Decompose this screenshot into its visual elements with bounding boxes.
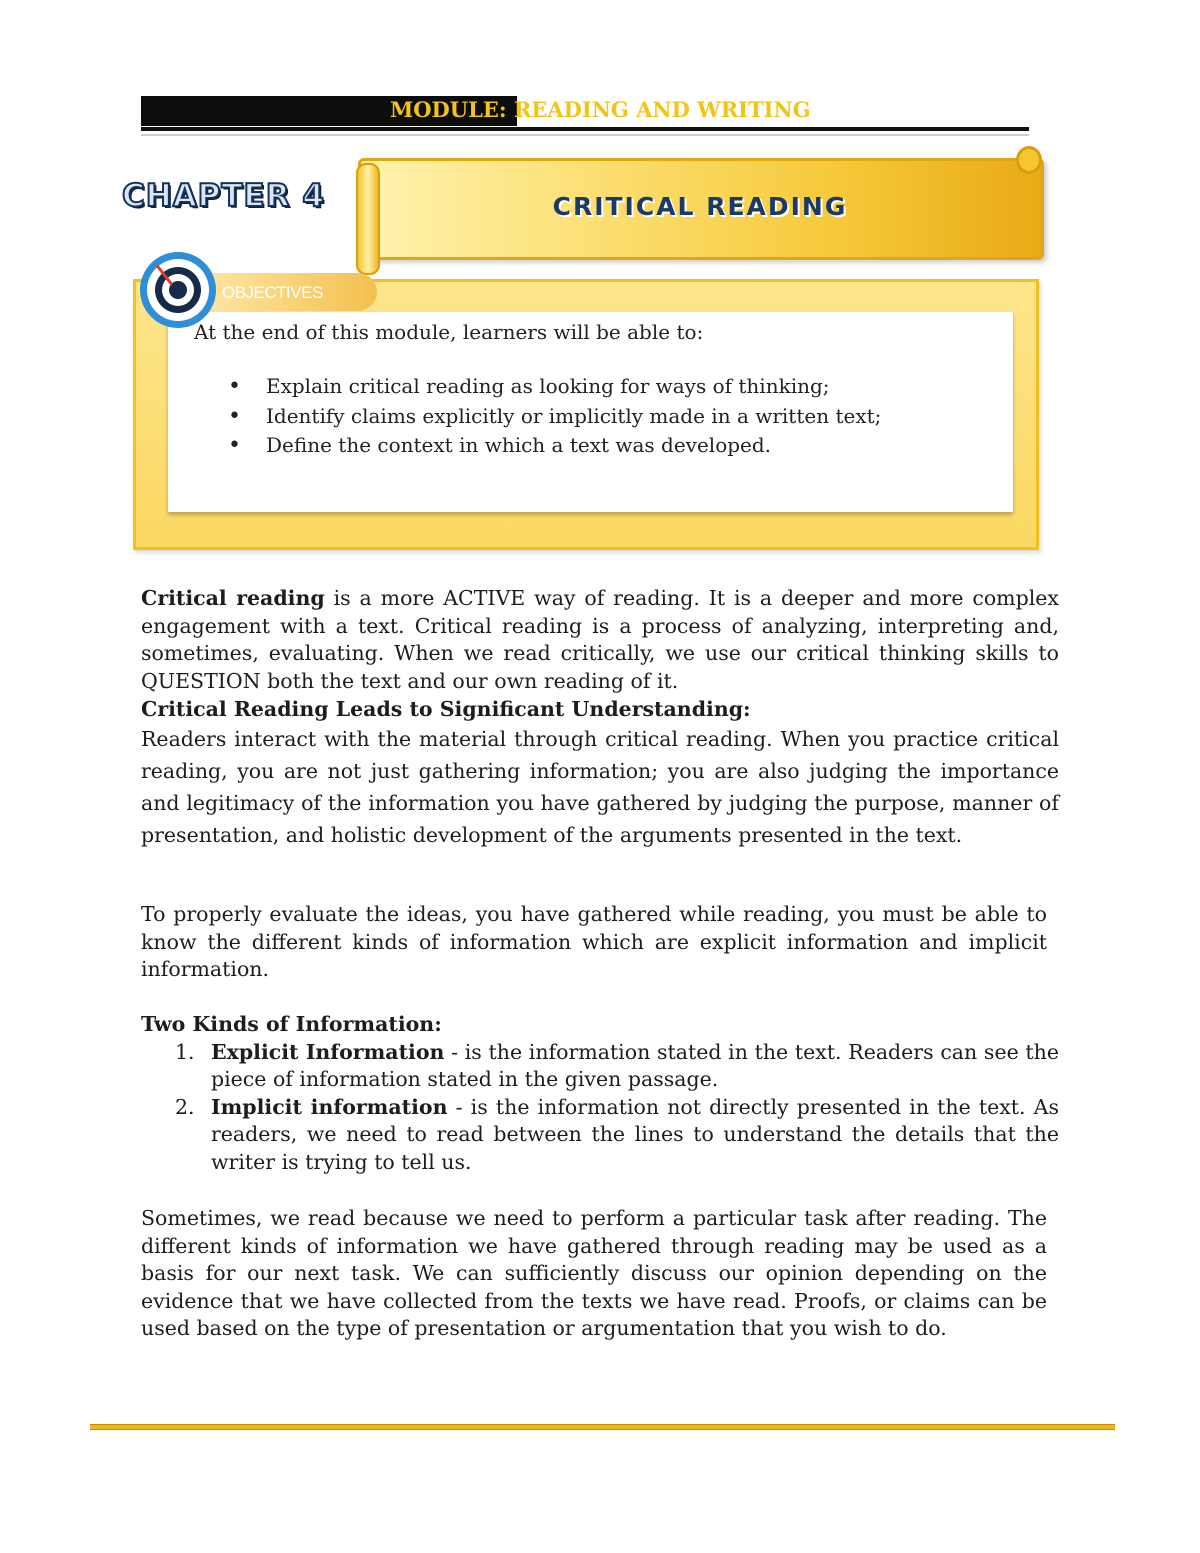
kind-term: Implicit information [211,1094,448,1119]
objective-item: • Define the context in which a text was developed. [228,433,881,463]
list-number: 2. [175,1094,195,1119]
target-icon [140,252,216,328]
module-header [390,97,811,122]
footer-rule [90,1424,1115,1430]
kind-item-implicit [141,1094,1059,1177]
kind-item-explicit [141,1039,1059,1094]
evaluate-paragraph: To properly evaluate the ideas, you have gathered while reading, you must be able to know the different kinds of information which are explicit information and implicit information. [141,902,1047,981]
chapter-title: CRITICAL READING [552,192,848,221]
objective-item: • Explain critical reading as looking for ways of thinking; [228,374,881,404]
list-number: 1. [175,1039,195,1064]
header-rule [141,127,1029,131]
objectives-list [228,374,881,463]
kinds-list [141,1039,1059,1177]
kind-definition: - is the information stated in the text. Readers can see the piece of information stated in the given passage. [211,1039,1059,1091]
understanding-paragraph: Readers interact with the material through critical reading. When you practice critical reading, you are not just gathering information; you are also judging the importance and legitimacy of the information you have gathered by judging the purpose, manner of presentation, and holistic development of the arguments presented in the text. [141,727,1059,847]
header-rule-shadow [141,134,1029,136]
intro-text: is a more ACTIVE way of reading. It is a deeper and more complex engagement with a text. Critical reading is a process of analyzing, interpreting and, sometimes, evaluating. When we read critically, we use our critical thinking skills to QUESTION both the text and our own reading of it. [141,586,1059,693]
module-title: READING AND WRITING [513,97,811,122]
scroll-curl-right [1016,146,1042,174]
objectives-tab-label: OBJECTIVES [222,283,323,302]
kind-term: Explicit Information [211,1039,445,1064]
chapter-label: CHAPTER 4 [122,178,325,214]
critical-reading-term: Critical reading [141,586,325,610]
section-heading-kinds: Two Kinds of Information: [141,1012,442,1036]
objective-item: • Identify claims explicitly or implicitly made in a written text; [228,404,881,434]
objectives-intro: At the end of this module, learners will be able to: [194,320,704,344]
intro-paragraph [141,585,1059,695]
kind-definition: - is the information not directly presented in the text. As readers, we need to read between the lines to understand the details that the writer is trying to tell us. [211,1094,1059,1174]
task-paragraph: Sometimes, we read because we need to perform a particular task after reading. The different kinds of information we have gathered through reading may be used as a basis for our next task. We can sufficiently discuss our opinion depending on the evidence that we have collected from the texts we have read. Proofs, or claims can be used based on the type of presentation or argumentation that you wish to do. [141,1206,1047,1340]
kinds-section [141,1011,1059,1176]
module-label: MODULE: [390,97,507,122]
scroll-curl-left [356,163,380,275]
section-heading-understanding: Critical Reading Leads to Significant Understanding: [141,697,751,721]
